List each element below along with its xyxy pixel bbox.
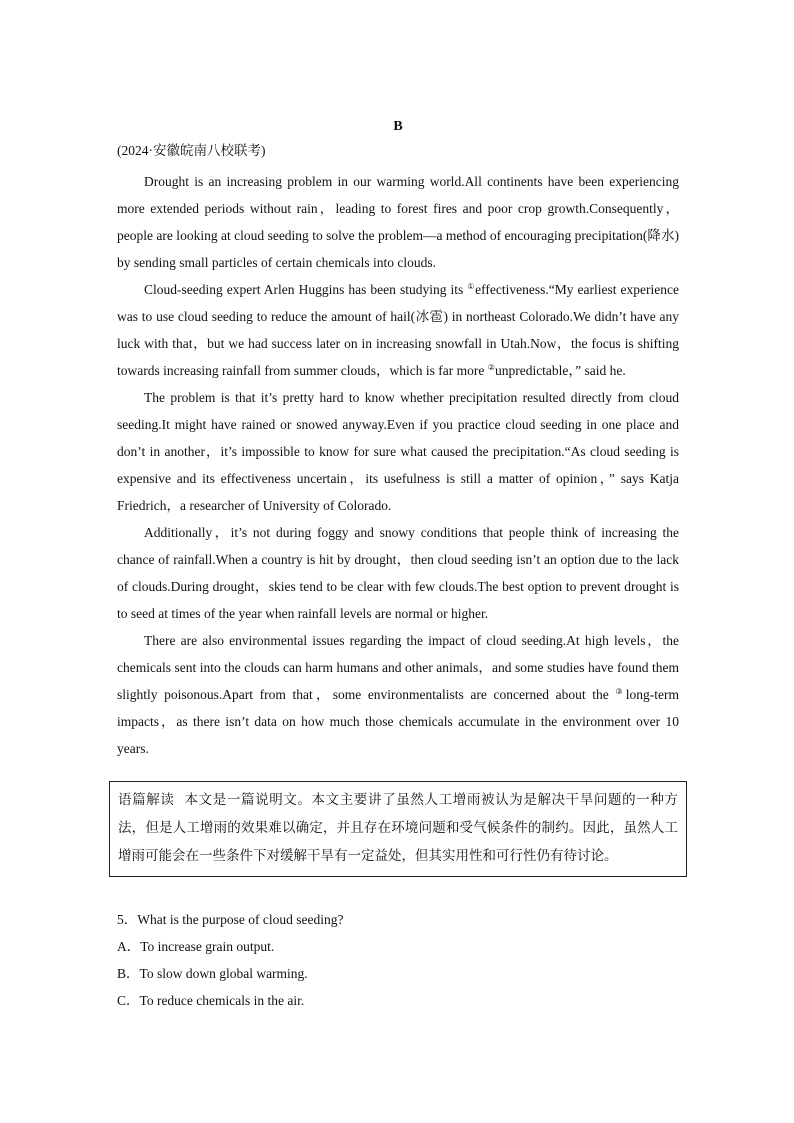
option-letter: B． (117, 966, 140, 981)
analysis-text: 本文是一篇说明文。本文主要讲了虽然人工增雨被认为是解决干旱问题的一种方法，但是人工增雨的效果难以确定，并且存在环境问题和受气候条件的制约。因此，虽然人工增雨可能会在一些条件下对缓解干旱有一定益处，但其实用性和可行性仍有待讨论。 (118, 792, 679, 864)
paragraph-text: Drought is an increasing problem in our warming world.All continents have been experiencing more extended periods without rain，leading to forest fires and poor crop growth.Consequently，people are looking at cloud seeding to solve the problem—a method of encouraging precipitation(降水) by sending small particles of certain chemicals into clouds. (117, 174, 679, 270)
paragraph-text: effectiveness.“My earliest experience was to use cloud seeding to reduce the amount of hail(冰雹) in northeast Colorado.We didn’t have any luck with that，but we had success later on in increasing snowfall in Utah.Now，the focus is shifting towards increasing rainfall from summer clouds，which is far more (117, 282, 679, 378)
document-page (117, 118, 679, 1008)
section-title: B (393, 119, 403, 134)
option-letter: C． (117, 993, 140, 1008)
option-c[interactable] (117, 987, 679, 1014)
question-text: What is the purpose of cloud seeding? (137, 912, 344, 927)
paragraph (117, 627, 679, 762)
paragraph-text: There are also environmental issues regarding the impact of cloud seeding.At high levels，the chemicals sent into the clouds can harm humans and other animals，and some studies have found them slightly poisonous.Apart from that，some environmentalists are concerned about the (117, 633, 679, 702)
annotation-marker: ② (487, 363, 495, 372)
question-stem (117, 906, 679, 933)
analysis-label: 语篇解读 (118, 792, 175, 808)
paragraph-text: long-term impacts，as there isn’t data on how much those chemicals accumulate in the environment over 10 years. (117, 687, 679, 756)
paragraph (117, 168, 679, 276)
paragraph-text: The problem is that it’s pretty hard to know whether precipitation resulted directly from cloud seeding.It might have rained or snowed anyway.Even if you practice cloud seeding in one place and don’t in another，it’s impossible to know for sure what caused the precipitation.“As cloud seeding is expensive and its effectiveness uncertain，its usefulness is still a matter of opinion，” says Katja Friedrich，a researcher of University of Colorado. (117, 390, 679, 513)
question-number: 5． (117, 912, 138, 927)
question-block (117, 906, 679, 1014)
analysis-box (109, 781, 687, 877)
annotation-marker: ③ (615, 687, 626, 696)
option-letter: A． (117, 939, 141, 954)
paragraph-text: Additionally，it’s not during foggy and snowy conditions that people think of increasing the chance of rainfall.When a country is hit by drought，then cloud seeding isn’t an option due to the lack of clouds.During drought，skies tend to be clear with few clouds.The best option to prevent drought is to seed at times of the year when rainfall levels are normal or higher. (117, 525, 679, 621)
option-a[interactable] (117, 933, 679, 960)
paragraph (117, 276, 679, 384)
paragraph-text: unpredictable，” said he. (494, 363, 626, 378)
option-text: To slow down global warming. (139, 966, 308, 981)
annotation-marker: ① (467, 282, 476, 291)
paragraph-text: Cloud-seeding expert Arlen Huggins has been studying its (144, 282, 468, 297)
option-text: To reduce chemicals in the air. (139, 993, 305, 1008)
source-line: (2024·安徽皖南八校联考) (117, 143, 266, 158)
paragraph (117, 519, 679, 627)
option-b[interactable] (117, 960, 679, 987)
paragraph (117, 384, 679, 519)
option-text: To increase grain output. (140, 939, 275, 954)
passage-body (117, 168, 679, 762)
